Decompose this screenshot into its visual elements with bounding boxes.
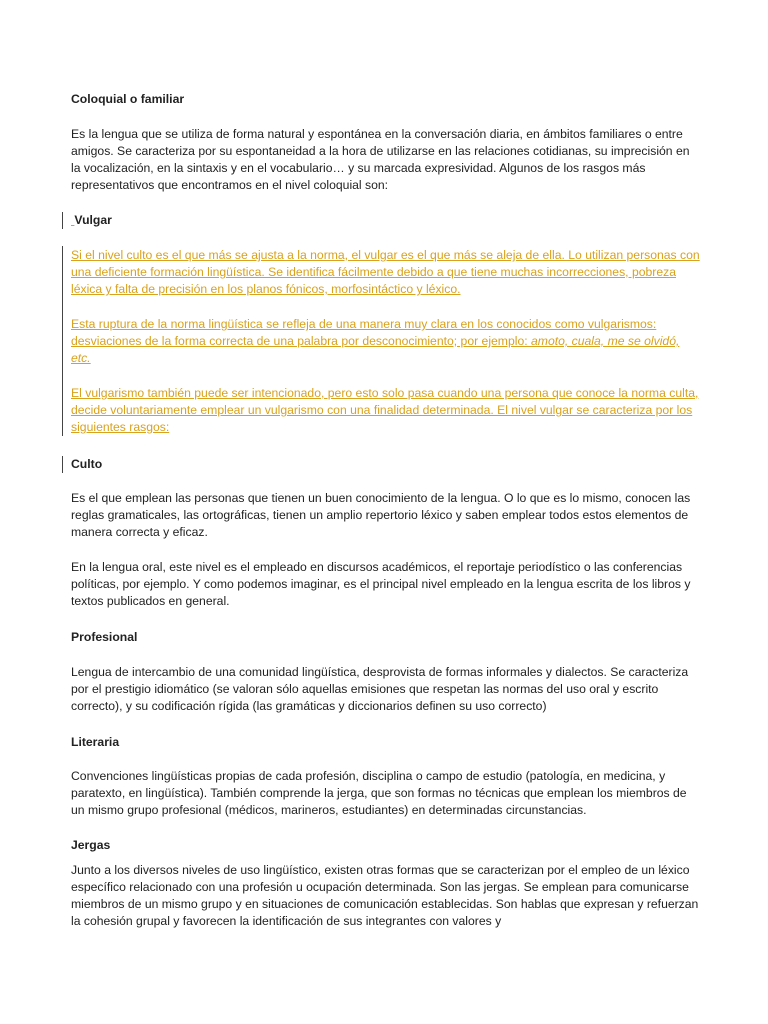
paragraph-culto-1: Es el que emplean las personas que tienen un buen conocimiento de la lengua. O lo que es lo mismo, conocen las reglas gramaticales, las ortográficas, tienen un amplio repertorio léxico y saben emplear todos estos elementos de manera correcta y eficaz. — [71, 491, 691, 539]
heading-culto: Culto — [71, 457, 103, 471]
change-bar — [62, 246, 63, 436]
heading-literaria: Literaria — [71, 735, 120, 749]
paragraph-vulgar-3: El vulgarismo también puede ser intencionado, pero esto solo pasa cuando una persona que conoce la norma culta, decide voluntariamente emplear un vulgarismo con una finalidad determinada. El nivel vulgar se caracteriza por los siguientes rasgos: — [71, 386, 699, 434]
paragraph-literaria: Convenciones lingüísticas propias de cada profesión, disciplina o campo de estudio (patología, en medicina, y paratexto, en lingüística). También comprende la jerga, que son formas no técnicas que emplean los miembros de un mismo grupo profesional (médicos, marineros, estudiantes) en determinadas circunstancias. — [71, 769, 687, 817]
paragraph-coloquial: Es la lengua que se utiliza de forma natural y espontánea en la conversación diaria, en ámbitos familiares o entre amigos. Se caracteriza por su espontaneidad a la hora de utilizarse en las relaciones cotidianas, su imprecisión en la vocalización, en la sintaxis y en el vocabulario… y su marcada expresividad. Algunos de los rasgos más representativos que encontramos en el nivel coloquial son: — [71, 127, 690, 192]
paragraph-jergas: Junto a los diversos niveles de uso lingüístico, existen otras formas que se caracterizan por el empleo de un léxico específico relacionado con una profesión u ocupación determinada. Son las jergas. Se emplean para comunicarse miembros de un mismo grupo y en situaciones de comunicación establecidas. Son hablas que expresan y refuerzan la cohesión grupal y favorecen la identificación de sus integrantes con valores y — [71, 863, 699, 928]
heading-jergas: Jergas — [71, 838, 111, 852]
change-bar — [62, 212, 63, 229]
heading-profesional: Profesional — [71, 630, 138, 644]
heading-vulgar-text: Vulgar — [74, 213, 112, 227]
paragraph-culto-2: En la lengua oral, este nivel es el empleado en discursos académicos, el reportaje periodístico o las conferencias políticas, por ejemplo. Y como podemos imaginar, es el principal nivel empleado en la lengua escrita de los libros y textos publicados en general. — [71, 560, 691, 608]
paragraph-vulgar-1: Si el nivel culto es el que más se ajusta a la norma, el vulgar es el que más se aleja de ella. Lo utilizan personas con una deficiente formación lingüística. Se identifica fácilmente debido a que tiene muchas incorrecciones, pobreza léxica y falta de precisión en los planos fónicos, morfosintáctico y léxico. — [71, 248, 700, 296]
heading-coloquial: Coloquial o familiar — [71, 92, 185, 106]
paragraph-profesional: Lengua de intercambio de una comunidad lingüística, desprovista de formas informales y dialectos. Se caracteriza por el prestigio idiomático (se valoran sólo aquellas emisiones que respetan las normas del uso oral y escrito correcto), y su codificación rígida (las gramáticas y diccionarios definen su uso correcto) — [71, 665, 689, 713]
change-bar — [62, 456, 63, 473]
vulgar-examples: amoto, cuala, me se olvidó, etc. — [71, 334, 680, 365]
paragraph-vulgar-2 — [71, 316, 701, 367]
heading-vulgar — [71, 212, 701, 229]
paragraph-vulgar-2-text: Esta ruptura de la norma lingüística se refleja de una manera muy clara en los conocidos como vulgarismos: desviaciones de la forma correcta de una palabra por desconocimiento; por ejemplo: — [71, 317, 657, 348]
